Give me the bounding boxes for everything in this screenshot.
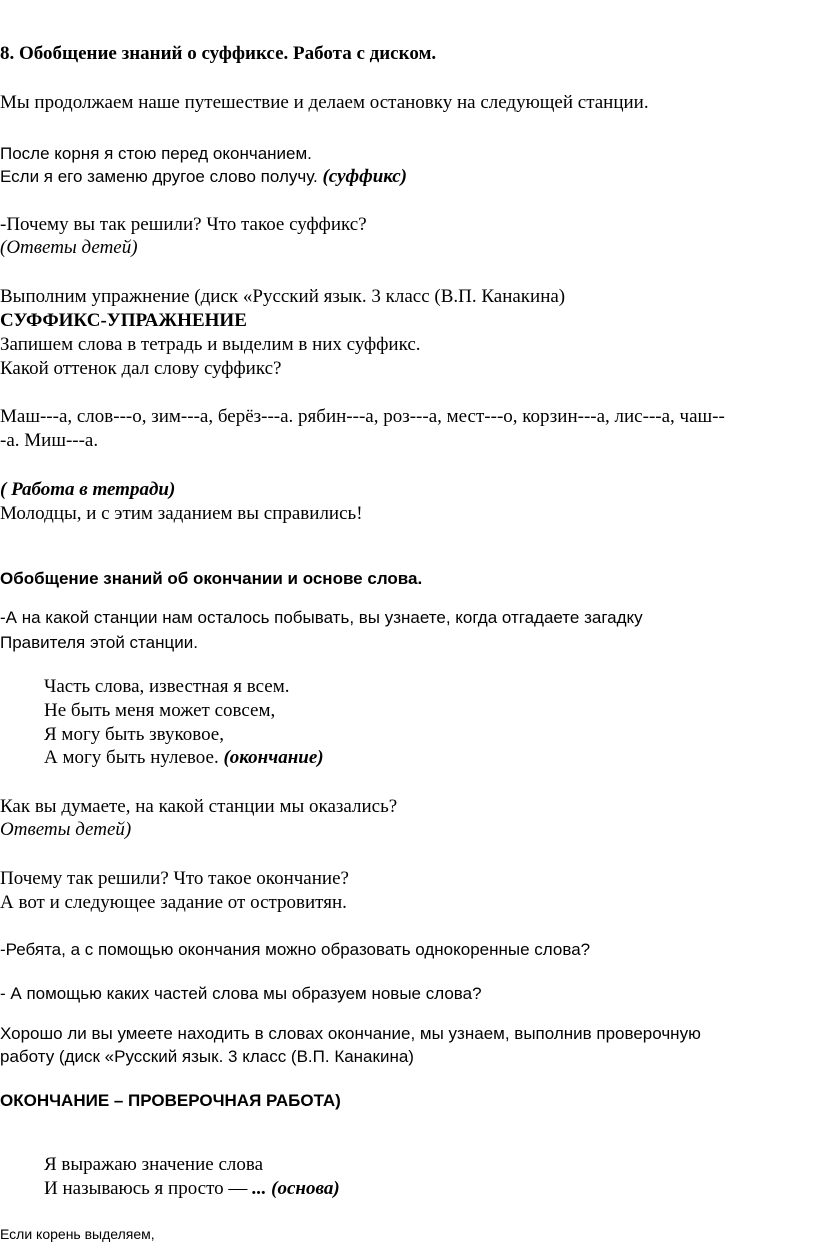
word-list-line-2: -а. Миш---а. xyxy=(0,430,99,451)
poem2-answer-stem: ... (основа) xyxy=(252,1178,340,1199)
children-answers-2: Ответы детей) xyxy=(0,819,132,840)
test-paragraph-line-2: работу (диск «Русский язык. 3 класс (В.П. Канакина) xyxy=(0,1047,414,1066)
poem2-line-1: Я выражаю значение слова xyxy=(44,1154,264,1175)
section-heading-ending: Обобщение знаний об окончании и основе слова. xyxy=(0,569,423,588)
riddle-line-2-text: Если я его заменю другое слово получу. xyxy=(0,167,323,186)
last-line: Если корень выделяем, xyxy=(0,1226,155,1242)
praise-line: Молодцы, и с этим заданием вы справились! xyxy=(0,503,363,524)
task-line-2: Какой оттенок дал слову суффикс? xyxy=(0,358,282,379)
question-same-root: -Ребята, а с помощью окончания можно образовать однокоренные слова? xyxy=(0,940,591,959)
section-heading-suffix: 8. Обобщение знаний о суффиксе. Работа с диском. xyxy=(0,43,437,64)
riddle-answer-suffix: (суффикс) xyxy=(322,166,407,187)
word-list-line-1: Маш---а, слов---о, зим---а, берёз---а. рябин---а, роз---а, мест---о, корзин---а, лис---а, чаш-- xyxy=(0,406,725,427)
notebook-note: ( Работа в тетради) xyxy=(0,479,176,500)
task-line-1: Запишем слова в тетрадь и выделим в них суффикс. xyxy=(0,334,421,355)
riddle-line-1: После корня я стою перед окончанием. xyxy=(0,144,312,163)
children-answers-1: (Ответы детей) xyxy=(0,237,138,258)
riddle-line-2 xyxy=(0,165,407,190)
poem-line-4 xyxy=(44,746,324,771)
poem-answer-ending: (окончание) xyxy=(223,747,324,768)
poem-line-1: Часть слова, известная я всем. xyxy=(44,676,290,697)
question-suffix: -Почему вы так решили? Что такое суффикс? xyxy=(0,214,367,235)
poem2-line-2 xyxy=(44,1177,340,1202)
poem-line-3: Я могу быть звуковое, xyxy=(44,724,224,745)
station-paragraph-line-1: -А на какой станции нам осталось побывать, вы узнаете, когда отгадаете загадку xyxy=(0,608,643,627)
exercise-title: СУФФИКС-УПРАЖНЕНИЕ xyxy=(0,310,247,331)
intro-paragraph: Мы продолжаем наше путешествие и делаем остановку на следующей станции. xyxy=(0,92,649,113)
next-task-line: А вот и следующее задание от островитян. xyxy=(0,892,347,913)
station-paragraph-line-2: Правителя этой станции. xyxy=(0,633,198,652)
poem-line-2: Не быть меня может совсем, xyxy=(44,700,276,721)
poem-line-4-text: А могу быть нулевое. xyxy=(44,747,224,768)
exercise-intro: Выполним упражнение (диск «Русский язык. 3 класс (В.П. Канакина) xyxy=(0,286,566,307)
test-paragraph-line-1: Хорошо ли вы умеете находить в словах окончание, мы узнаем, выполнив проверочную xyxy=(0,1024,701,1043)
question-word-parts: - А помощью каких частей слова мы образуем новые слова? xyxy=(0,984,482,1003)
poem2-line-2-text: И называюсь я просто — xyxy=(44,1178,253,1199)
question-station: Как вы думаете, на какой станции мы оказались? xyxy=(0,796,398,817)
question-ending: Почему так решили? Что такое окончание? xyxy=(0,868,349,889)
test-title: ОКОНЧАНИЕ – ПРОВЕРОЧНАЯ РАБОТА) xyxy=(0,1091,341,1110)
